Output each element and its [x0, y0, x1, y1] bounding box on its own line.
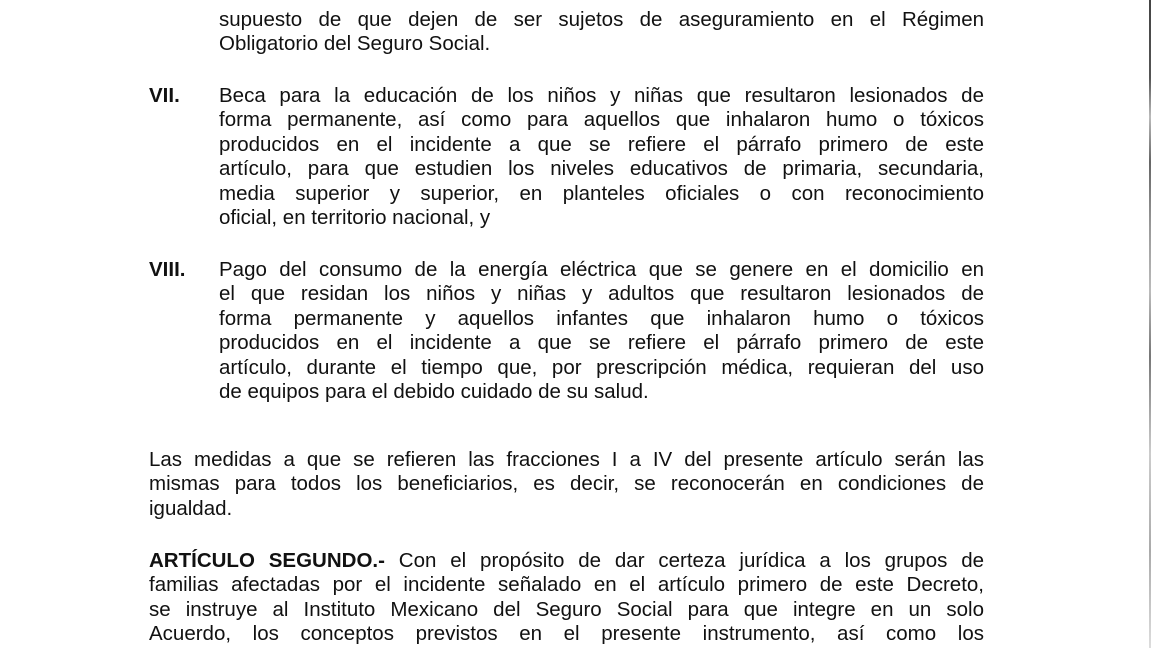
- text-line: media superior y superior, en planteles oficiales o con reconocimiento: [219, 181, 984, 205]
- text-line: forma permanente, así como para aquellos que inhalaron humo o tóxicos: [219, 108, 984, 132]
- fraction-vii-label: VII.: [149, 84, 180, 107]
- text-line: supuesto de que dejen de ser sujetos de aseguramiento en el Régimen: [219, 8, 984, 31]
- text-line: Las medidas a que se refieren las fracciones I a IV del presente artículo serán las: [149, 448, 984, 471]
- fraction-viii-text: [219, 258, 984, 404]
- closing-paragraph: [149, 448, 984, 521]
- text-line: Acuerdo, los conceptos previstos en el presente instrumento, así como los: [149, 622, 984, 646]
- text-line: oficial, en territorio nacional, y: [219, 205, 491, 229]
- text-line: Pago del consumo de la energía eléctrica que se genere en el domicilio en: [219, 258, 984, 281]
- text-line: se instruye al Instituto Mexicano del Seguro Social para que integre en un solo: [149, 597, 984, 621]
- fraction-viii-label: VIII.: [149, 258, 186, 281]
- text-line: mismas para todos los beneficiarios, es decir, se reconocerán en condiciones de: [149, 472, 984, 496]
- text-line: producidos en el incidente a que se refiere el párrafo primero de este: [219, 132, 984, 156]
- text-line: forma permanente y aquellos infantes que inhalaron humo o tóxicos: [219, 306, 984, 330]
- text-line: de equipos para el debido cuidado de su salud.: [219, 379, 649, 403]
- text-line: artículo, para que estudien los niveles educativos de primaria, secundaria,: [219, 157, 984, 181]
- articulo-segundo: [149, 549, 984, 647]
- text-line: el que residan los niños y niñas y adultos que resultaron lesionados de: [219, 282, 984, 306]
- article-heading: ARTÍCULO SEGUNDO.-: [149, 549, 385, 572]
- scan-edge-border: [1149, 0, 1151, 648]
- text-line: producidos en el incidente a que se refiere el párrafo primero de este: [219, 331, 984, 355]
- text-line: igualdad.: [149, 496, 233, 520]
- text-line: Beca para la educación de los niños y niñas que resultaron lesionados de: [219, 84, 984, 107]
- text-line: familias afectadas por el incidente señalado en el artículo primero de este Decreto,: [149, 573, 984, 597]
- text-line: Obligatorio del Seguro Social.: [219, 32, 491, 56]
- text-line: [149, 549, 984, 573]
- text-line: artículo, durante el tiempo que, por prescripción médica, requieran del uso: [219, 355, 984, 379]
- article-first-line: Con el propósito de dar certeza jurídica a los grupos de: [398, 549, 985, 572]
- fraction-vii-text: [219, 84, 984, 230]
- fraction-vi-tail: [219, 8, 984, 57]
